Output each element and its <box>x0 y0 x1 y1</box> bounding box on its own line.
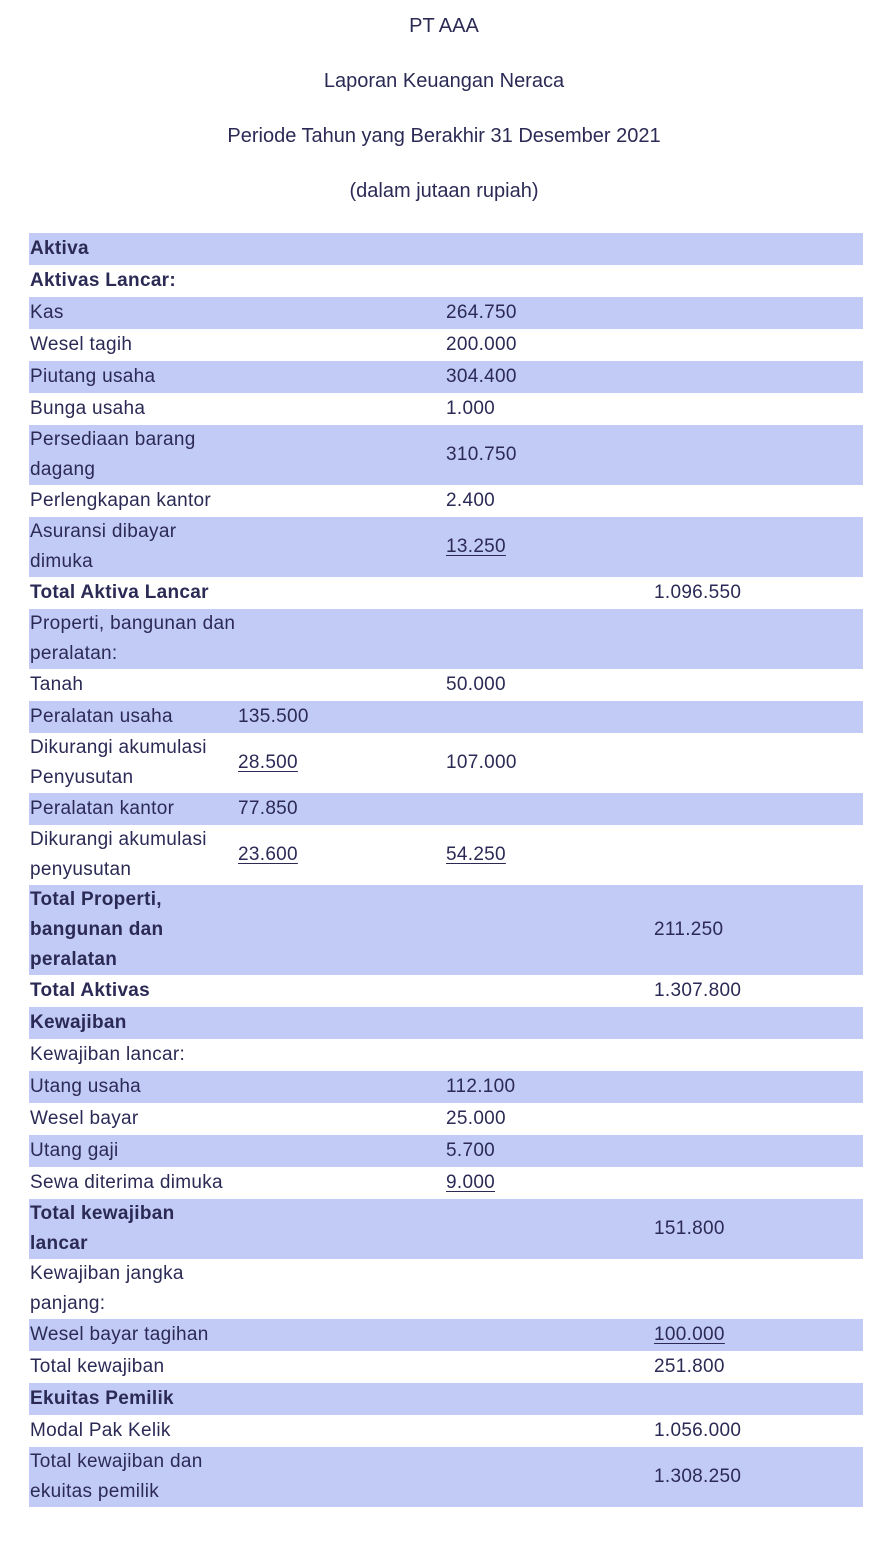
row-value-col4 <box>653 329 863 361</box>
table-row <box>29 1167 863 1199</box>
row-value-col2 <box>237 1071 445 1103</box>
row-value-col2 <box>237 1103 445 1135</box>
company-name: PT AAA <box>409 15 479 37</box>
row-value-col2: 77.850 <box>238 798 298 819</box>
row-value-col3: 200.000 <box>446 334 517 355</box>
table-row <box>29 1071 863 1103</box>
row-label: Wesel bayar <box>30 1108 139 1129</box>
row-label: Utang gaji <box>30 1140 119 1161</box>
row-value-col2 <box>237 1447 445 1507</box>
row-value-col2 <box>237 1167 445 1199</box>
table-row <box>29 1259 863 1319</box>
row-label: Bunga usaha <box>30 398 146 419</box>
row-value-col4: 1.307.800 <box>654 980 742 1001</box>
row-value-col4: 211.250 <box>654 919 724 940</box>
table-row <box>29 1007 863 1039</box>
table-row <box>29 609 863 669</box>
row-value-col3 <box>445 1415 653 1447</box>
row-value-col4: 251.800 <box>654 1356 725 1377</box>
row-label: Kewajiban jangka panjang: <box>30 1263 184 1314</box>
row-value-col3 <box>445 1007 653 1039</box>
row-value-col4: 151.800 <box>654 1218 725 1239</box>
table-row <box>29 1319 863 1351</box>
table-row <box>29 1103 863 1135</box>
row-value-col2 <box>237 265 445 297</box>
row-value-col4 <box>653 701 863 733</box>
row-value-col4 <box>653 733 863 793</box>
row-value-col3: 1.000 <box>446 398 496 419</box>
row-label: Aktiva <box>30 238 89 259</box>
row-value-col4 <box>653 1007 863 1039</box>
row-value-col2 <box>237 329 445 361</box>
row-value-col3 <box>445 1039 653 1071</box>
row-value-col2 <box>237 425 445 485</box>
row-label: Tanah <box>30 674 84 695</box>
table-row <box>29 297 863 329</box>
row-value-col4 <box>653 393 863 425</box>
row-value-col3 <box>445 793 653 825</box>
row-value-col4 <box>653 1167 863 1199</box>
table-row <box>29 265 863 297</box>
row-value-col2 <box>237 1135 445 1167</box>
row-label: Kas <box>30 302 64 323</box>
row-value-col4 <box>653 1039 863 1071</box>
row-label: Total Aktivas <box>30 980 151 1001</box>
table-row <box>29 517 863 577</box>
row-value-col4: 1.308.250 <box>654 1466 742 1487</box>
row-value-col3: 107.000 <box>446 752 517 773</box>
table-row <box>29 361 863 393</box>
row-value-col2 <box>237 485 445 517</box>
table-row <box>29 669 863 701</box>
row-value-col3 <box>445 885 653 975</box>
row-label: Total kewajiban dan ekuitas pemilik <box>30 1451 203 1502</box>
row-value-col4 <box>653 669 863 701</box>
table-row <box>29 825 863 885</box>
row-value-col2: 23.600 <box>238 844 298 865</box>
row-value-col3: 304.400 <box>446 366 517 387</box>
row-label: Total kewajiban <box>30 1356 165 1377</box>
table-row <box>29 1039 863 1071</box>
table-row <box>29 1383 863 1415</box>
row-label: Total Aktiva Lancar <box>30 582 209 603</box>
table-row <box>29 1351 863 1383</box>
row-value-col3 <box>445 1199 653 1259</box>
row-value-col3 <box>445 1447 653 1507</box>
row-value-col4 <box>653 297 863 329</box>
row-value-col2 <box>237 517 445 577</box>
row-value-col2 <box>237 361 445 393</box>
row-value-col3: 13.250 <box>446 536 506 557</box>
table-row <box>29 701 863 733</box>
row-value-col2 <box>237 609 445 669</box>
row-label: Ekuitas Pemilik <box>30 1388 174 1409</box>
table-row <box>29 885 863 975</box>
row-label: Dikurangi akumulasi penyusutan <box>30 829 207 880</box>
row-value-col3: 2.400 <box>446 490 496 511</box>
report-title: Laporan Keuangan Neraca <box>323 70 565 92</box>
row-label: Persediaan barang dagang <box>30 429 196 480</box>
table-row <box>29 793 863 825</box>
row-value-col4 <box>653 1259 863 1319</box>
table-row <box>29 233 863 265</box>
row-label: Perlengkapan kantor <box>30 490 212 511</box>
row-value-col4 <box>653 233 863 265</box>
table-row <box>29 329 863 361</box>
row-value-col3: 112.100 <box>446 1076 516 1097</box>
row-label: Wesel bayar tagihan <box>30 1324 209 1345</box>
row-value-col2: 135.500 <box>238 706 309 727</box>
row-label: Kewajiban lancar: <box>30 1044 186 1065</box>
row-value-col2 <box>237 393 445 425</box>
report-period: Periode Tahun yang Berakhir 31 Desember 2021 <box>227 125 661 147</box>
balance-sheet-body <box>29 233 863 1507</box>
row-value-col2 <box>237 885 445 975</box>
row-label: Properti, bangunan dan peralatan: <box>30 613 236 664</box>
table-row <box>29 1447 863 1507</box>
row-value-col4 <box>653 1135 863 1167</box>
row-value-col4 <box>653 517 863 577</box>
row-value-col4 <box>653 485 863 517</box>
report-header <box>0 0 888 205</box>
row-value-col3 <box>445 1383 653 1415</box>
row-value-col4 <box>653 609 863 669</box>
row-value-col3: 25.000 <box>446 1108 506 1129</box>
row-value-col4 <box>653 825 863 885</box>
row-value-col3 <box>445 701 653 733</box>
row-value-col3: 54.250 <box>446 844 506 865</box>
row-value-col2 <box>237 1351 445 1383</box>
row-value-col2 <box>237 1383 445 1415</box>
row-value-col2 <box>237 1039 445 1071</box>
table-row <box>29 1199 863 1259</box>
row-value-col4: 1.096.550 <box>654 582 742 603</box>
row-value-col3: 50.000 <box>446 674 506 695</box>
table-row <box>29 425 863 485</box>
row-value-col3 <box>445 975 653 1007</box>
table-row <box>29 975 863 1007</box>
row-label: Peralatan kantor <box>30 798 175 819</box>
balance-sheet-table <box>29 233 863 1507</box>
row-value-col3 <box>445 1351 653 1383</box>
row-value-col4 <box>653 265 863 297</box>
row-value-col3 <box>445 609 653 669</box>
row-value-col4 <box>653 1103 863 1135</box>
row-value-col2 <box>237 669 445 701</box>
row-label: Aktivas Lancar: <box>30 270 177 291</box>
row-value-col4 <box>653 1071 863 1103</box>
row-label: Dikurangi akumulasi Penyusutan <box>30 737 207 788</box>
row-value-col4 <box>653 361 863 393</box>
row-value-col2 <box>237 1415 445 1447</box>
table-row <box>29 485 863 517</box>
row-value-col2 <box>237 1319 445 1351</box>
row-value-col2 <box>237 1199 445 1259</box>
row-value-col4 <box>653 793 863 825</box>
row-value-col3 <box>445 265 653 297</box>
row-value-col2 <box>237 975 445 1007</box>
row-value-col2 <box>237 1259 445 1319</box>
table-row <box>29 1135 863 1167</box>
row-value-col3: 264.750 <box>446 302 517 323</box>
row-value-col4: 100.000 <box>654 1324 725 1345</box>
row-label: Kewajiban <box>30 1012 127 1033</box>
table-row <box>29 1415 863 1447</box>
row-value-col2 <box>237 1007 445 1039</box>
row-value-col2 <box>237 297 445 329</box>
table-row <box>29 733 863 793</box>
row-value-col3: 310.750 <box>446 444 517 465</box>
row-value-col3: 9.000 <box>446 1172 496 1193</box>
row-value-col4 <box>653 1383 863 1415</box>
row-label: Total kewajiban lancar <box>30 1203 175 1254</box>
row-label: Asuransi dibayar dimuka <box>30 521 177 572</box>
row-value-col2 <box>237 577 445 609</box>
row-label: Wesel tagih <box>30 334 133 355</box>
report-unit: (dalam jutaan rupiah) <box>349 180 539 202</box>
row-value-col2 <box>237 233 445 265</box>
row-value-col4 <box>653 425 863 485</box>
row-value-col3: 5.700 <box>446 1140 496 1161</box>
row-value-col3 <box>445 577 653 609</box>
row-label: Peralatan usaha <box>30 706 173 727</box>
row-value-col3 <box>445 1319 653 1351</box>
row-value-col3 <box>445 233 653 265</box>
row-label: Sewa diterima dimuka <box>30 1172 223 1193</box>
table-row <box>29 393 863 425</box>
table-row <box>29 577 863 609</box>
row-value-col3 <box>445 1259 653 1319</box>
row-label: Total Properti, bangunan dan peralatan <box>30 889 164 970</box>
row-label: Piutang usaha <box>30 366 156 387</box>
row-value-col2: 28.500 <box>238 752 298 773</box>
row-label: Utang usaha <box>30 1076 142 1097</box>
row-label: Modal Pak Kelik <box>30 1420 171 1441</box>
row-value-col4: 1.056.000 <box>654 1420 742 1441</box>
